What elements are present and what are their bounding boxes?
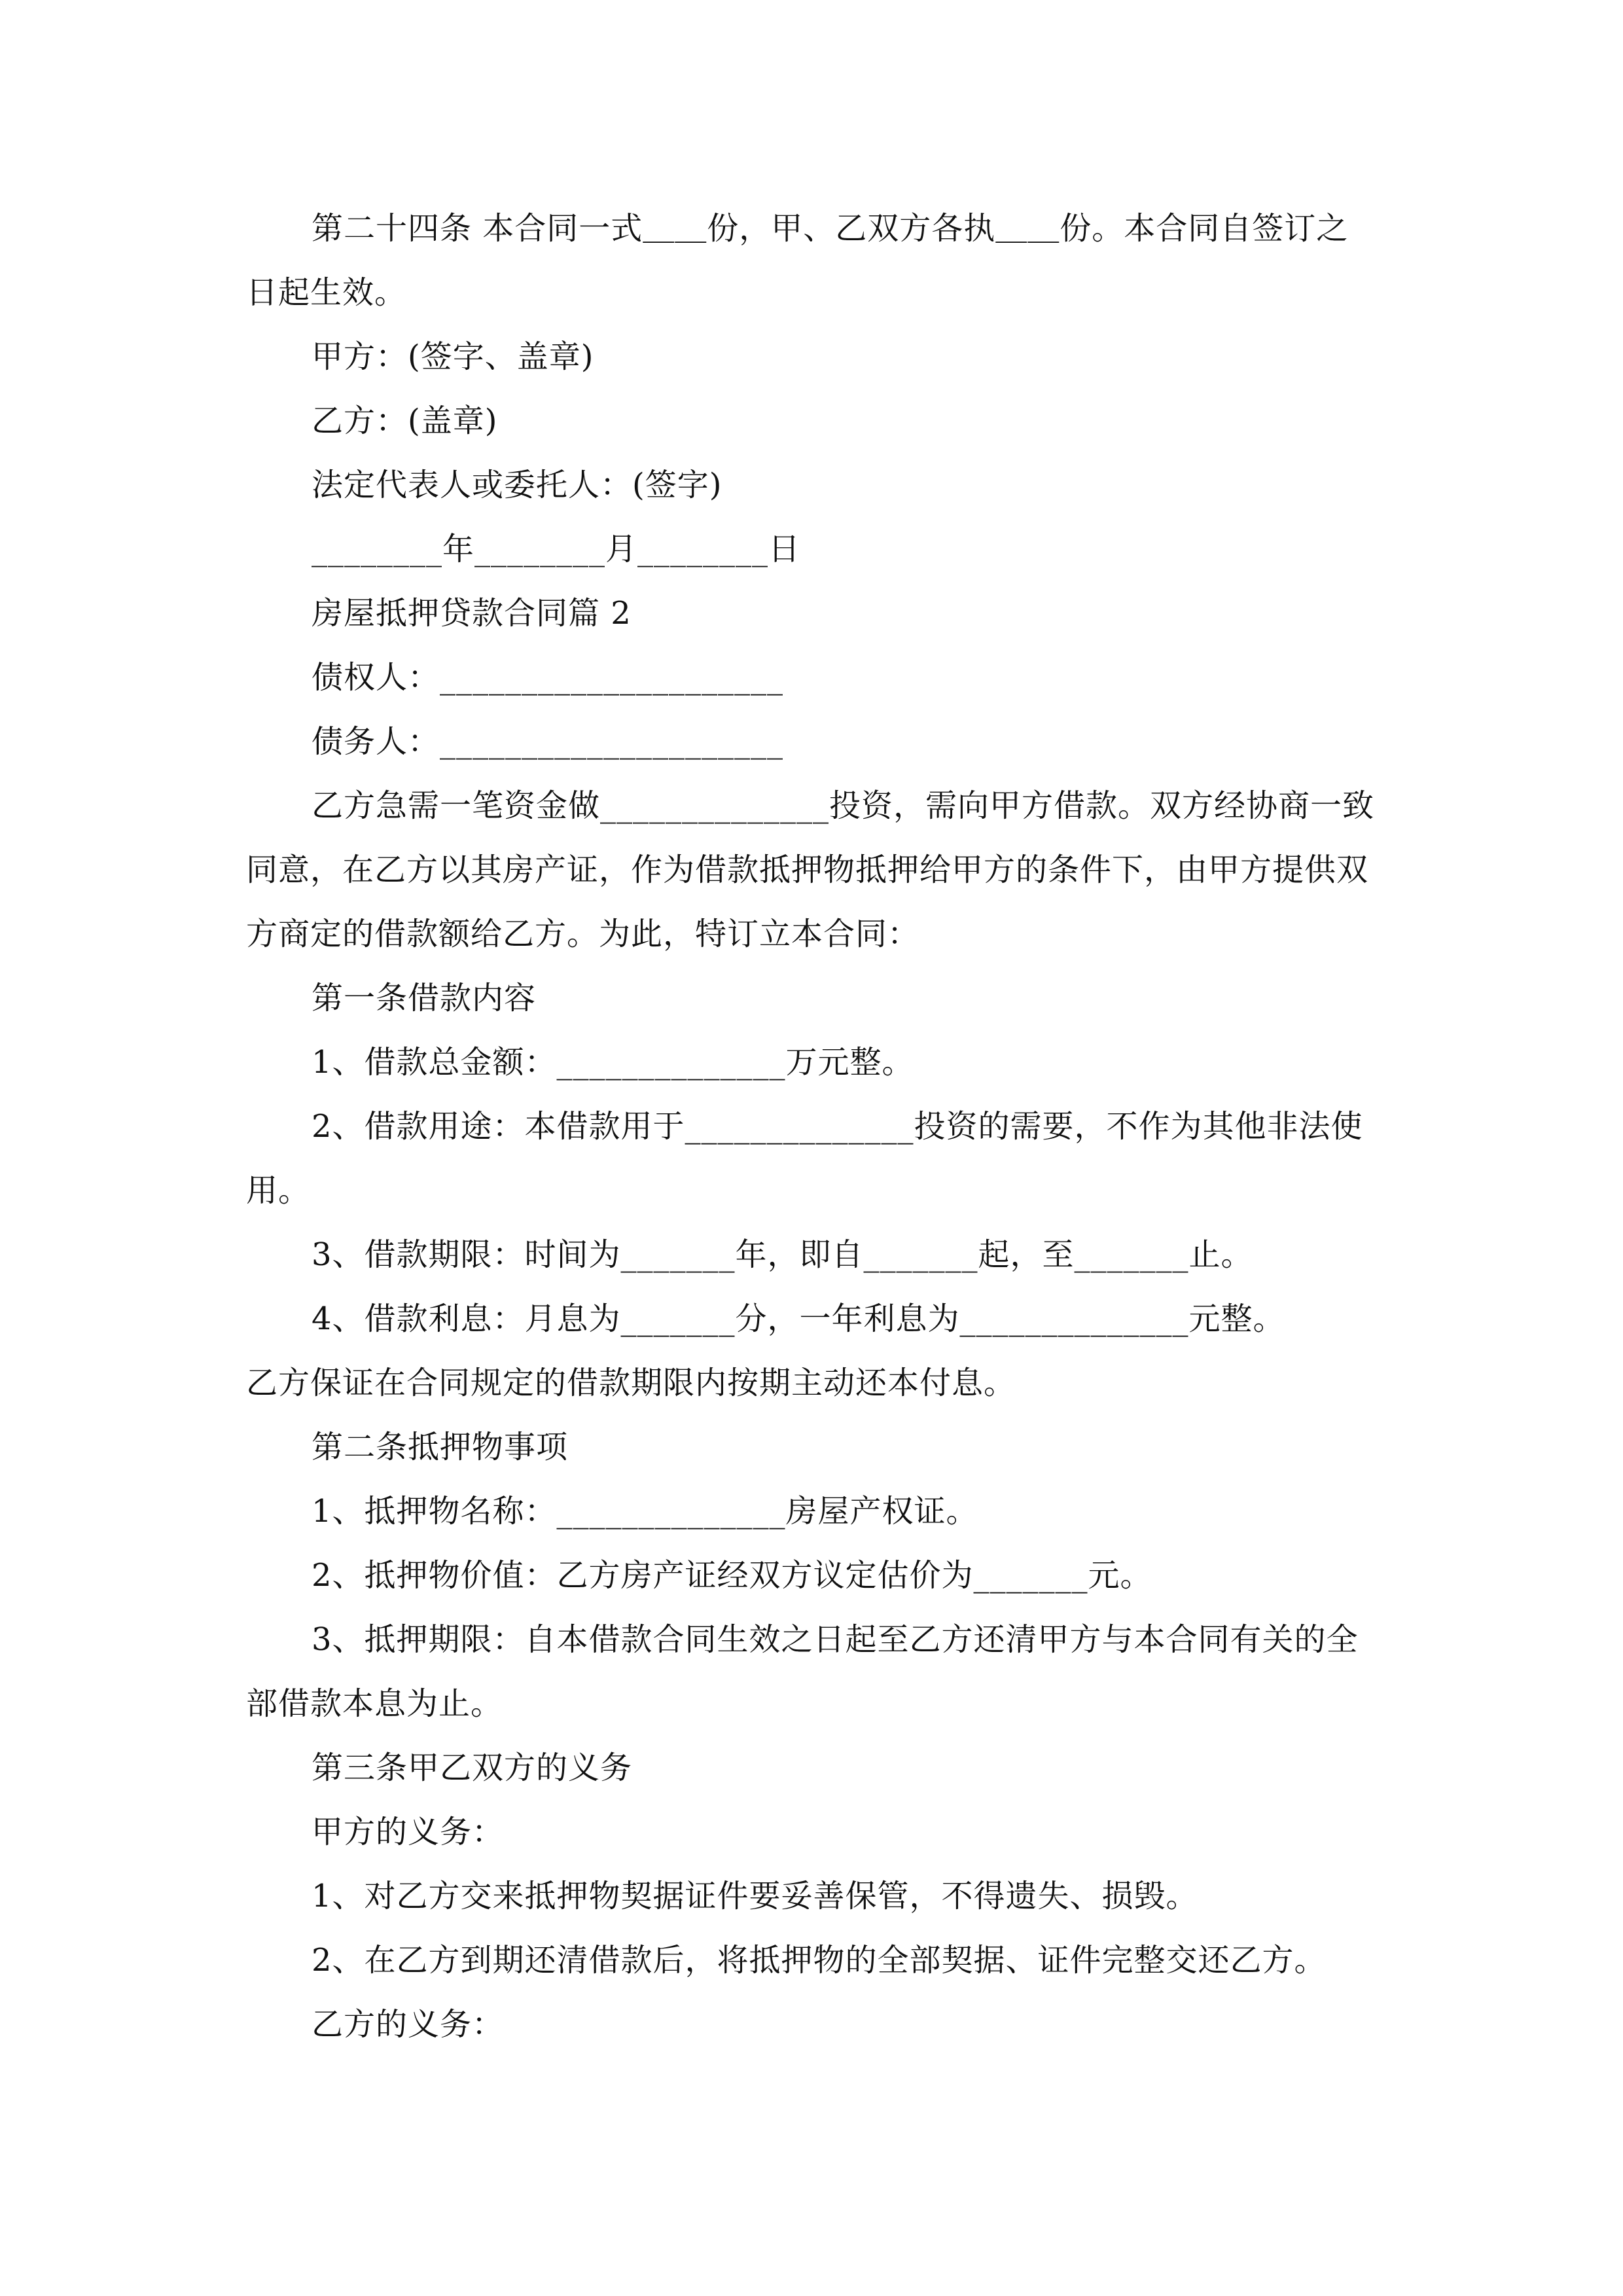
line-article-3-title: 第三条甲乙双方的义务 — [312, 1749, 633, 1786]
line-section-title: 房屋抵押贷款合同篇 2 — [312, 595, 632, 632]
line-date: ________年________月________日 — [312, 531, 801, 567]
line-article-2-title: 第二条抵押物事项 — [312, 1429, 569, 1465]
line-intro-3: 方商定的借款额给乙方。为此，特订立本合同： — [246, 916, 920, 952]
line-collateral-term: 3、抵押期限：自本借款合同生效之日起至乙方还清甲方与本合同有关的全 — [312, 1621, 1359, 1658]
line-duty-a-1: 1、对乙方交来抵押物契据证件要妥善保管，不得遗失、损毁。 — [312, 1878, 1198, 1914]
line-party-a-duties: 甲方的义务： — [312, 1814, 505, 1850]
line-collateral-term-cont: 部借款本息为止。 — [246, 1685, 503, 1722]
line-article-24: 第二十四条 本合同一式＿＿份，甲、乙双方各执＿＿份。本合同自签订之 — [312, 210, 1349, 247]
line-duty-a-2: 2、在乙方到期还清借款后，将抵押物的全部契据、证件完整交还乙方。 — [312, 1942, 1327, 1979]
document-body — [246, 196, 1381, 2056]
line-loan-amount: 1、借款总金额：______________万元整。 — [312, 1044, 914, 1081]
line-loan-term: 3、借款期限：时间为_______年，即自_______起，至_______止。 — [312, 1236, 1253, 1273]
line-repayment-guarantee: 乙方保证在合同规定的借款期限内按期主动还本付息。 — [246, 1365, 1016, 1401]
line-party-a-sign: 甲方：(签字、盖章) — [312, 338, 594, 375]
line-article-1-title: 第一条借款内容 — [312, 980, 537, 1016]
line-debtor: 债务人：_____________________ — [312, 723, 784, 760]
line-creditor: 债权人：_____________________ — [312, 659, 784, 696]
line-party-b-seal: 乙方：(盖章) — [312, 403, 498, 439]
line-intro-2: 同意，在乙方以其房产证，作为借款抵押物抵押给甲方的条件下，由甲方提供双 — [246, 852, 1369, 888]
line-effective: 日起生效。 — [246, 274, 407, 311]
line-loan-purpose-cont: 用。 — [246, 1172, 311, 1209]
line-collateral-name: 1、抵押物名称：______________房屋产权证。 — [312, 1493, 978, 1530]
line-legal-rep: 法定代表人或委托人：(签字) — [312, 467, 722, 503]
line-loan-purpose: 2、借款用途：本借款用于______________投资的需要，不作为其他非法使 — [312, 1108, 1363, 1145]
line-intro-1: 乙方急需一笔资金做______________投资，需向甲方借款。双方经协商一致 — [312, 787, 1375, 824]
line-collateral-value: 2、抵押物价值：乙方房产证经双方议定估价为_______元。 — [312, 1557, 1152, 1594]
line-loan-interest: 4、借款利息：月息为_______分，一年利息为______________元整。 — [312, 1300, 1285, 1337]
line-party-b-duties: 乙方的义务： — [312, 2006, 505, 2043]
